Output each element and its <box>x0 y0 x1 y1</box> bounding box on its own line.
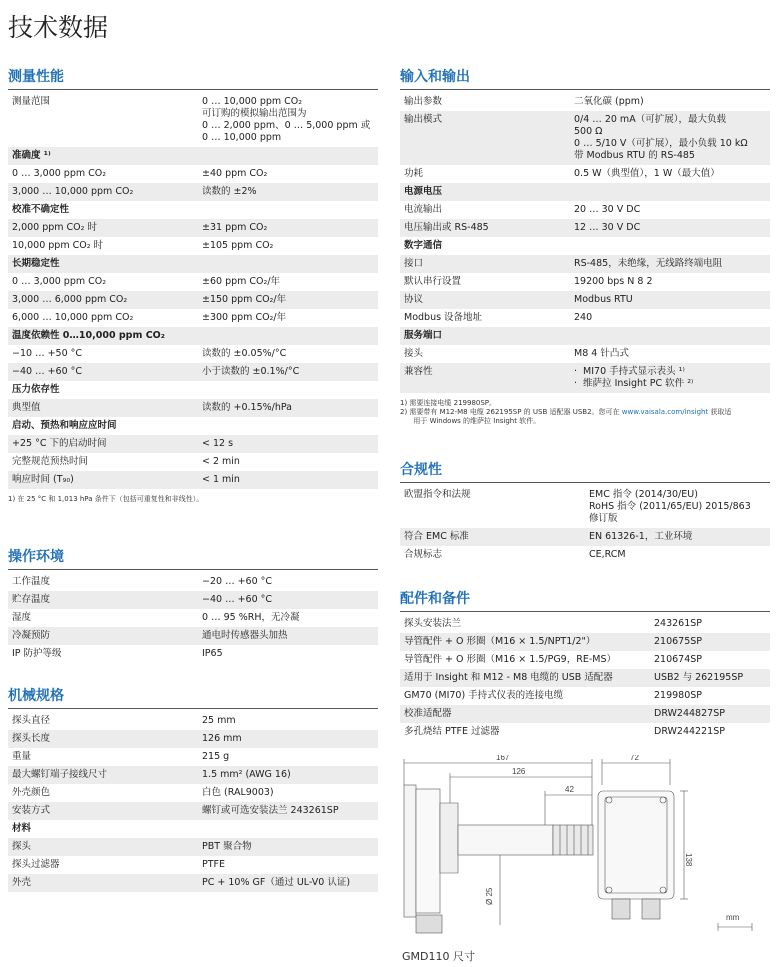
table-row <box>400 165 770 183</box>
row-label: 电流输出 <box>404 204 443 215</box>
row-label: 探头安装法兰 <box>404 618 462 629</box>
row-value: < 2 min <box>202 456 240 467</box>
table-row <box>8 573 378 591</box>
row-label: 多孔烧结 PTFE 过滤器 <box>404 726 500 737</box>
table-row <box>8 219 378 237</box>
table-row <box>400 705 770 723</box>
subheader-row <box>8 147 378 165</box>
table-row <box>8 399 378 417</box>
table-row <box>8 591 378 609</box>
subheader-row <box>8 381 378 399</box>
table-row <box>8 712 378 730</box>
table-row <box>8 363 378 381</box>
dim-138: 138 <box>684 853 693 867</box>
table-row <box>8 93 378 147</box>
dim-42: 42 <box>565 785 574 794</box>
dim-diameter: Ø 25 <box>485 887 494 905</box>
row-value: 25 mm <box>202 715 236 726</box>
row-value: 0.5 W（典型值），1 W（最大值） <box>574 168 720 179</box>
row-label: 2,000 ppm CO₂ 时 <box>12 222 97 233</box>
table-row <box>8 766 378 784</box>
dim-126: 126 <box>512 767 526 776</box>
row-label: 测量范围 <box>12 96 51 107</box>
table-row <box>8 730 378 748</box>
section-heading-measurement: 测量性能 <box>8 66 378 90</box>
subheader-row <box>8 201 378 219</box>
value-line: 带 Modbus RTU 的 RS-485 <box>574 150 695 161</box>
row-value <box>202 96 374 144</box>
row-label: 3,000 … 10,000 ppm CO₂ <box>12 186 134 197</box>
value-line: 修订版 <box>589 513 618 524</box>
table-row <box>400 723 770 741</box>
row-label: 欧盟指令和法规 <box>404 489 471 500</box>
table-row <box>400 687 770 705</box>
section-heading-parts: 配件和备件 <box>400 588 770 612</box>
row-label: 兼容性 <box>404 366 433 377</box>
table-row <box>400 363 770 393</box>
subheader-row <box>8 417 378 435</box>
row-value: 读数的 ±0.05%/°C <box>202 348 287 359</box>
row-value: 243261SP <box>654 618 703 629</box>
row-value: 210675SP <box>654 636 703 647</box>
table-row <box>400 291 770 309</box>
row-value: 白色 (RAL9003) <box>202 787 274 798</box>
table-row <box>400 219 770 237</box>
row-value <box>574 114 766 162</box>
section-heading-compliance: 合规性 <box>400 459 770 483</box>
row-value: 1.5 mm² (AWG 16) <box>202 769 291 780</box>
table-row <box>8 748 378 766</box>
row-value: −40 … +60 °C <box>202 594 273 605</box>
row-value: 小于读数的 ±0.1%/°C <box>202 366 300 377</box>
value-line: 500 Ω <box>574 126 603 137</box>
table-row <box>8 291 378 309</box>
table-row <box>8 874 378 892</box>
footnote-1: 1) 需要连接电缆 219980SP。 <box>400 399 497 407</box>
row-value: 20 … 30 V DC <box>574 204 641 215</box>
section-heading-io: 输入和输出 <box>400 66 770 90</box>
table-row <box>400 615 770 633</box>
table-row <box>8 627 378 645</box>
value-line: 0 … 2,000 ppm、0 … 5,000 ppm 或 <box>202 120 371 131</box>
dim-72: 72 <box>630 755 639 762</box>
row-value: ±105 ppm CO₂ <box>202 240 274 251</box>
row-label: 探头长度 <box>12 733 51 744</box>
section-heading-operating: 操作环境 <box>8 546 378 570</box>
row-label: 工作温度 <box>12 576 51 587</box>
subheader-row <box>8 255 378 273</box>
table-row <box>400 486 770 528</box>
row-label: 功耗 <box>404 168 424 179</box>
table-row <box>8 609 378 627</box>
section-heading-mechanical: 机械规格 <box>8 685 378 709</box>
row-label: 服务端口 <box>404 330 443 341</box>
row-value: PTFE <box>202 859 225 870</box>
row-value: < 12 s <box>202 438 234 449</box>
value-line: 0/4 … 20 mA（可扩展），最大负载 <box>574 114 726 125</box>
row-value: IP65 <box>202 648 223 659</box>
row-label: 外壳颜色 <box>12 787 51 798</box>
row-value: ±300 ppm CO₂/年 <box>202 312 287 323</box>
dimension-drawing <box>400 755 772 940</box>
row-value: 19200 bps N 8 2 <box>574 276 653 287</box>
table-row <box>8 784 378 802</box>
row-label: 最大螺钉端子接线尺寸 <box>12 769 108 780</box>
row-label: 导管配件 + O 形圈（M16 × 1.5/NPT1/2"） <box>404 636 596 647</box>
row-label: 探头直径 <box>12 715 51 726</box>
row-label: 0 … 3,000 ppm CO₂ <box>12 168 107 179</box>
table-row <box>400 201 770 219</box>
table-row <box>8 856 378 874</box>
table-row <box>8 345 378 363</box>
row-label: 合规标志 <box>404 549 443 560</box>
value-line: 0 … 10,000 ppm CO₂ <box>202 96 303 107</box>
row-label: 温度依赖性 0…10,000 ppm CO₂ <box>12 330 165 341</box>
row-label: 冷凝预防 <box>12 630 51 641</box>
subheader-row <box>8 820 378 838</box>
value-line: 0 … 10,000 ppm <box>202 132 282 143</box>
row-label: 完整规范预热时间 <box>12 456 89 467</box>
row-value <box>574 366 766 390</box>
value-line: RoHS 指令 (2011/65/EU) 2015/863 <box>589 501 751 512</box>
row-value: 219980SP <box>654 690 703 701</box>
row-value: PC + 10% GF（通过 UL-V0 认证) <box>202 877 351 888</box>
row-label: 探头过滤器 <box>12 859 60 870</box>
table-row <box>8 273 378 291</box>
row-label: 电源电压 <box>404 186 443 197</box>
row-label: 探头 <box>12 841 32 852</box>
row-label: 湿度 <box>12 612 32 623</box>
row-value: 12 … 30 V DC <box>574 222 641 233</box>
footnote-2 <box>400 408 770 417</box>
row-label: 导管配件 + O 形圈（M16 × 1.5/PG9，RE-MS） <box>404 654 616 665</box>
row-label: 电压输出或 RS-485 <box>404 222 489 233</box>
table-row <box>8 435 378 453</box>
row-label: 输出模式 <box>404 114 443 125</box>
row-label: GM70 (MI70) 手持式仪表的连接电缆 <box>404 690 564 701</box>
row-label: 安装方式 <box>12 805 51 816</box>
row-value: 通电时传感器头加热 <box>202 630 288 641</box>
value-line: · 维萨拉 Insight PC 软件 ²⁾ <box>574 378 694 389</box>
row-label: 符合 EMC 标准 <box>404 531 469 542</box>
row-label: 3,000 … 6,000 ppm CO₂ <box>12 294 128 305</box>
row-value: DRW244221SP <box>654 726 725 737</box>
table-row <box>400 633 770 651</box>
row-label: 6,000 … 10,000 ppm CO₂ <box>12 312 134 323</box>
row-label: 贮存温度 <box>12 594 51 605</box>
row-value: ±150 ppm CO₂/年 <box>202 294 287 305</box>
table-row <box>8 802 378 820</box>
row-value: 螺钉或可选安装法兰 243261SP <box>202 805 339 816</box>
row-label: IP 防护等级 <box>12 648 62 659</box>
row-value: 读数的 ±2% <box>202 186 257 197</box>
row-value: 215 g <box>202 751 230 762</box>
subheader-row <box>400 237 770 255</box>
row-value: Modbus RTU <box>574 294 633 305</box>
row-value: 二氧化碳 (ppm) <box>574 96 644 107</box>
row-label: 协议 <box>404 294 424 305</box>
row-value: RS-485，未绝缘，无线路终端电阻 <box>574 258 723 269</box>
dim-167: 167 <box>496 755 510 762</box>
table-row <box>400 546 770 564</box>
table-row <box>400 528 770 546</box>
row-label: 材料 <box>12 823 32 834</box>
row-value: USB2 与 262195SP <box>654 672 744 683</box>
subheader-row <box>400 183 770 201</box>
table-row <box>400 651 770 669</box>
row-label: 默认串行设置 <box>404 276 462 287</box>
row-label: +25 °C 下的启动时间 <box>12 438 107 449</box>
table-row <box>400 345 770 363</box>
table-row <box>400 309 770 327</box>
table-row <box>400 669 770 687</box>
table-row <box>8 471 378 489</box>
row-label: −10 … +50 °C <box>12 348 83 359</box>
row-label: 数字通信 <box>404 240 443 251</box>
row-label: 长期稳定性 <box>12 258 60 269</box>
row-label: 压力依存性 <box>12 384 60 395</box>
row-label: Modbus 设备地址 <box>404 312 483 323</box>
row-label: 典型值 <box>12 402 41 413</box>
row-value: 240 <box>574 312 593 323</box>
value-line: 0 … 5/10 V（可扩展），最小负载 10 kΩ <box>574 138 748 149</box>
table-row <box>8 309 378 327</box>
row-label: 接头 <box>404 348 424 359</box>
row-label: 10,000 ppm CO₂ 时 <box>12 240 104 251</box>
table-row <box>8 165 378 183</box>
row-label: 输出参数 <box>404 96 443 107</box>
insight-link[interactable]: www.vaisala.com/insight <box>621 408 709 416</box>
row-value <box>589 489 766 525</box>
subheader-row <box>8 327 378 345</box>
row-value: EN 61326-1，工业环境 <box>589 531 693 542</box>
row-label: 校准不确定性 <box>12 204 70 215</box>
table-row <box>400 111 770 165</box>
row-value: < 1 min <box>202 474 240 485</box>
row-label: 启动、预热和响应应时间 <box>12 420 117 431</box>
row-value: CE,RCM <box>589 549 626 560</box>
row-value: ±40 ppm CO₂ <box>202 168 268 179</box>
row-label: 外壳 <box>12 877 32 888</box>
table-row <box>400 255 770 273</box>
value-line: · MI70 手持式显示表头 ¹⁾ <box>574 366 685 377</box>
footnote-2-cont: 用于 Windows 的维萨拉 Insight 软件。 <box>400 417 541 425</box>
row-value: ±60 ppm CO₂/年 <box>202 276 281 287</box>
footnote-2-text: 2) 需要带有 M12-M8 电缆 262195SP 的 USB 适配器 USB2。您可在 <box>400 408 622 416</box>
row-label: 0 … 3,000 ppm CO₂ <box>12 276 107 287</box>
table-row <box>8 237 378 255</box>
row-value: PBT 聚合物 <box>202 841 252 852</box>
row-value: M8 4 针凸式 <box>574 348 629 359</box>
table-row <box>8 453 378 471</box>
value-line: EMC 指令 (2014/30/EU) <box>589 489 698 500</box>
row-value: 126 mm <box>202 733 242 744</box>
table-row <box>8 838 378 856</box>
table-row <box>400 93 770 111</box>
page-title: 技术数据 <box>8 13 109 42</box>
row-value: −20 … +60 °C <box>202 576 273 587</box>
drawing-caption: GMD110 尺寸 <box>402 950 475 963</box>
unit-label: mm <box>726 913 740 922</box>
row-value: 210674SP <box>654 654 703 665</box>
row-value: 0 … 95 %RH，无冷凝 <box>202 612 300 623</box>
table-row <box>8 183 378 201</box>
subheader-row <box>400 327 770 345</box>
row-label: 适用于 Insight 和 M12 - M8 电缆的 USB 适配器 <box>404 672 613 683</box>
row-value: 读数的 +0.15%/hPa <box>202 402 293 413</box>
row-label: 准确度 ¹⁾ <box>12 150 51 161</box>
row-value: ±31 ppm CO₂ <box>202 222 268 233</box>
row-label: 校准适配器 <box>404 708 452 719</box>
row-label: 响应时间 (T₉₀) <box>12 474 74 485</box>
row-label: 接口 <box>404 258 424 269</box>
table-row <box>8 645 378 663</box>
footnote-2-text-tail: 获取适 <box>708 408 732 416</box>
footnote: 1) 在 25 °C 和 1,013 hPa 条件下（包括可重复性和非线性）。 <box>8 495 204 503</box>
row-value: DRW244827SP <box>654 708 725 719</box>
row-label: −40 … +60 °C <box>12 366 83 377</box>
row-label: 重量 <box>12 751 32 762</box>
table-row <box>400 273 770 291</box>
footnote <box>400 399 770 426</box>
value-line: 可订购的模拟输出范围为 <box>202 108 307 119</box>
